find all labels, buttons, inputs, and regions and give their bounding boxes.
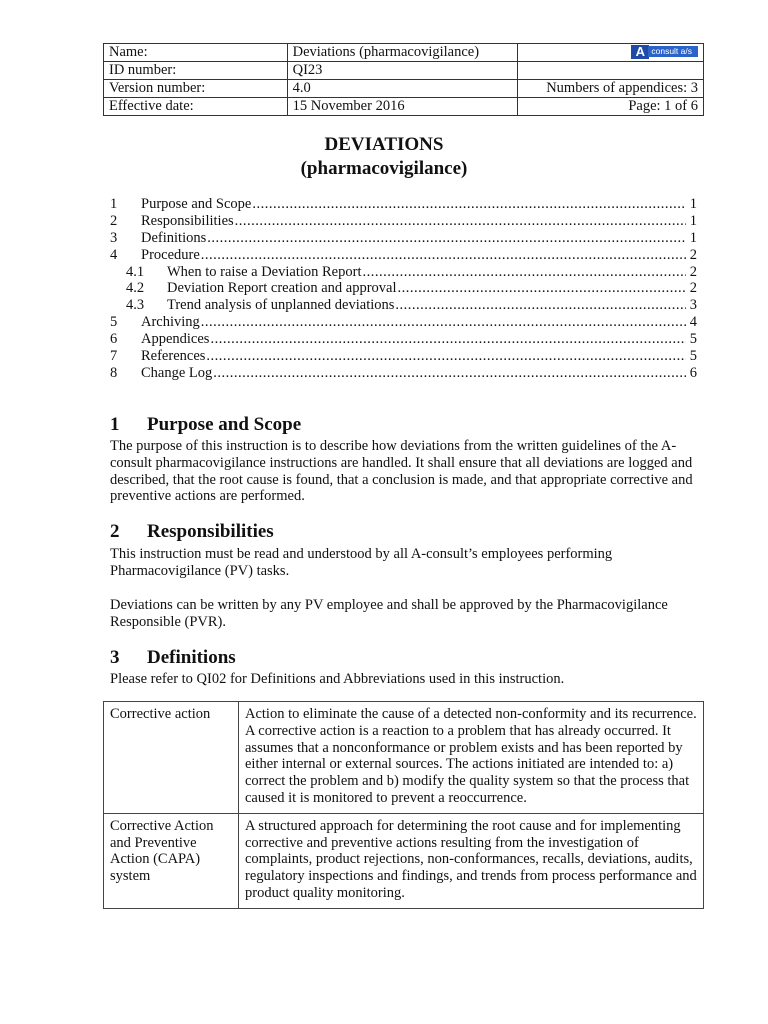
toc-entry[interactable] [110,230,697,247]
definition-term: Corrective action [104,702,239,814]
toc-entry-number: 7 [110,348,118,365]
section-3-number: 3 [110,647,120,668]
toc-entry-label: Responsibilities [141,212,234,229]
definition-text: A structured approach for determining the root cause and for implementing corrective and preventive actions resulting from the investigation of complaints, product rejections, non-conformances, recalls, deviations, audits, regulatory inspections and findings, and trends from process performance and product quality monitoring. [239,813,704,908]
section-2-body-1: This instruction must be read and understood by all A-consult’s employees performing Pharmacovigilance (PV) tasks. [110,546,613,579]
toc-entry-number: 5 [110,314,118,331]
toc-entry-page: 1 [689,212,697,229]
toc-dot-leader [201,247,686,264]
section-2-title: Responsibilities [147,521,274,542]
toc-entry[interactable] [110,348,697,365]
toc-dot-leader [395,297,686,314]
toc-entry-label: Appendices [141,331,210,348]
toc-dot-leader [235,213,686,230]
toc-entry-number: 4.1 [126,263,145,280]
toc-entry-page: 1 [689,196,697,212]
toc-entry-number: 4.3 [126,297,145,314]
name-label: Name: [104,44,288,62]
empty-cell [518,62,704,80]
toc-entry[interactable] [110,297,697,314]
toc-entry-page: 2 [689,263,697,280]
section-3-body: Please refer to QI02 for Definitions and Abbreviations used in this instruction. [110,671,565,687]
section-2-body-2: Deviations can be written by any PV employee and shall be approved by the Pharmacovigilance Responsible (PVR). [110,597,668,630]
toc-entry[interactable] [110,213,697,230]
toc-entry-number: 3 [110,229,118,246]
toc-entry-label: Change Log [141,364,213,381]
date-value: 15 November 2016 [287,98,518,116]
toc-entry-page: 6 [689,364,697,381]
header-row-date [104,98,704,116]
section-2-number: 2 [110,521,120,542]
toc-entry-label: Trend analysis of unplanned deviations [167,297,395,314]
page-number: Page: 1 of 6 [518,98,704,116]
toc-entry[interactable] [110,331,697,348]
toc-dot-leader [207,230,686,247]
toc-entry-number: 4 [110,246,118,263]
toc-dot-leader [201,314,686,331]
toc-entry-label: Purpose and Scope [141,196,252,212]
toc-entry-label: Procedure [141,246,200,263]
toc-dot-leader [252,196,686,213]
a-consult-logo [631,45,698,59]
toc-entry-label: Definitions [141,229,207,246]
toc-entry-number: 6 [110,331,118,348]
section-1-heading [110,414,301,436]
toc-entry[interactable] [110,280,697,297]
document-header-table [103,43,704,116]
table-of-contents [110,196,697,382]
toc-entry-label: Deviation Report creation and approval [167,280,397,297]
header-row-name [104,44,704,62]
definition-row [104,813,704,908]
a-consult-logo-mark-icon: A [631,45,649,59]
toc-dot-leader [213,365,686,382]
toc-entry-page: 3 [689,297,697,314]
logo-text: consult a/s [648,46,698,57]
toc-entry-number: 1 [110,196,118,212]
toc-dot-leader [210,331,686,348]
toc-dot-leader [398,280,686,297]
toc-entry[interactable] [110,365,697,382]
toc-entry-number: 4.2 [126,280,145,297]
section-1-number: 1 [110,414,120,435]
date-label: Effective date: [104,98,288,116]
definitions-table [103,701,704,909]
toc-entry-page: 5 [689,348,697,365]
definition-text: Action to eliminate the cause of a detected non-conformity and its recurrence. A corrective action is a reaction to a problem that has already occurred. It assumes that a nonconformance or problem exists and has been reported by either internal or external sources. The actions initiated are intended to: a) correct the problem and b) modify the quality system so that the process that caused it is monitored to prevent a reoccurrence. [239,702,704,814]
section-3-heading [110,647,236,669]
version-label: Version number: [104,80,288,98]
section-1-title: Purpose and Scope [147,414,302,435]
name-value: Deviations (pharmacovigilance) [287,44,518,62]
toc-entry-page: 2 [689,280,697,297]
toc-entry-number: 8 [110,364,118,381]
version-value: 4.0 [287,80,518,98]
toc-entry-page: 1 [689,229,697,246]
toc-entry[interactable] [110,264,697,281]
id-value: QI23 [287,62,518,80]
document-title: DEVIATIONS [324,134,444,155]
toc-entry[interactable] [110,196,697,213]
toc-entry-label: References [141,348,206,365]
document-subtitle: (pharmacovigilance) [300,158,468,179]
section-3-title: Definitions [147,647,236,668]
toc-entry-page: 5 [689,331,697,348]
toc-entry[interactable] [110,314,697,331]
section-2-heading [110,521,274,543]
toc-entry-number: 2 [110,212,118,229]
toc-entry-label: When to raise a Deviation Report [167,263,362,280]
definition-row [104,702,704,814]
toc-entry-label: Archiving [141,314,200,331]
toc-entry[interactable] [110,247,697,264]
section-1-body: The purpose of this instruction is to describe how deviations from the written guidelines of the A-consult pharmacovigilance instructions are handled. It shall ensure that all deviations are logged and described, that the root cause is found, that a conclusion is made, and that appropriate corrective and preventive actions are performed. [110,438,693,505]
header-row-id [104,62,704,80]
definition-term: Corrective Action and Preventive Action (CAPA) system [104,813,239,908]
toc-dot-leader [362,264,686,281]
toc-dot-leader [206,348,686,365]
appendices-count: Numbers of appendices: 3 [518,80,704,98]
id-label: ID number: [104,62,288,80]
logo-cell [518,44,704,62]
toc-entry-page: 2 [689,246,697,263]
header-row-version [104,80,704,98]
toc-entry-page: 4 [689,314,697,331]
